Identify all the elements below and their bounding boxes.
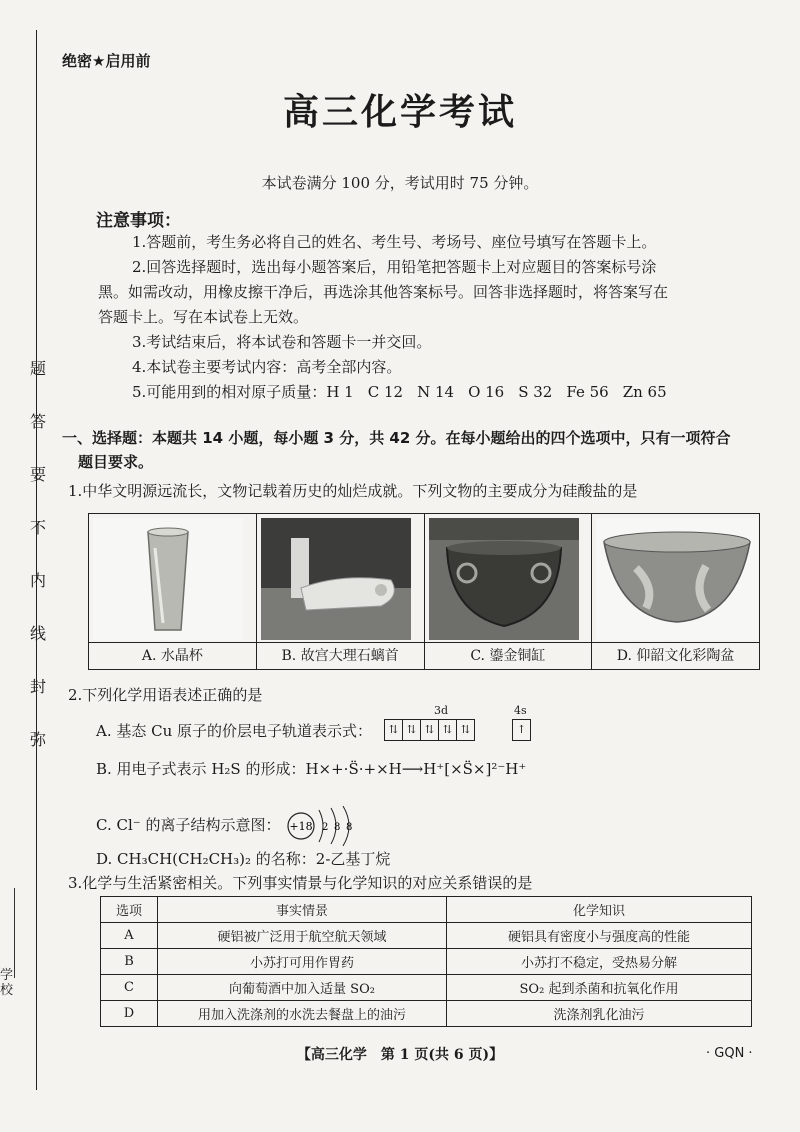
- table-cell: 洗涤剂乳化油污: [447, 1001, 752, 1027]
- option-c-cell: [425, 514, 593, 669]
- atomic-mass: O 16: [468, 383, 505, 401]
- paper-code: · GQN ·: [706, 1046, 753, 1061]
- question-2-stem: 2.下列化学用语表述正确的是: [68, 686, 263, 704]
- orbital-cell: ⇅: [403, 720, 421, 740]
- binding-char: 要: [29, 465, 46, 484]
- table-row: [101, 923, 752, 949]
- atomic-mass: N 14: [417, 383, 455, 401]
- note-line: 4.本试卷主要考试内容：高考全部内容。: [132, 358, 402, 376]
- section-line: 一、选择题：本题共 14 小题，每小题 3 分，共 42 分。在每小题给出的四个选项中，只有一项符合: [62, 429, 731, 447]
- question-2-option-b: B. 用电子式表示 H₂S 的形成：H×+·S̈·+×H⟶H⁺[×S̈×]²⁻H⁺: [96, 760, 527, 778]
- crystal-cup-image: [93, 518, 243, 640]
- note-line: 答题卡上。写在本试卷上无效。: [98, 308, 309, 326]
- orbital-cell: ⇅: [460, 723, 471, 736]
- question-1-image-table: [88, 513, 760, 670]
- binding-char: 封: [29, 677, 46, 696]
- question-2-option-a: A. 基态 Cu 原子的价层电子轨道表示式：: [96, 722, 373, 740]
- binding-char: 线: [29, 624, 46, 643]
- option-c-caption: C. 鎏金铜缸: [425, 642, 592, 669]
- orbital-cell: ⇅: [439, 720, 457, 740]
- binding-char: 内: [29, 571, 46, 590]
- binding-strip: [24, 356, 52, 780]
- exam-title: 高三化学考试: [282, 91, 517, 133]
- atomic-mass-prefix: 5.可能用到的相对原子质量：: [132, 383, 327, 401]
- shell-electrons: 2: [322, 822, 329, 833]
- section-heading: [62, 426, 762, 474]
- chloride-ion-diagram: [285, 806, 365, 846]
- table-cell: D: [101, 1001, 158, 1027]
- orbital-cell: ⇅: [385, 720, 403, 740]
- notes-list: [98, 230, 728, 405]
- note-line: 黑。如需改动，用橡皮擦干净后，再选涂其他答案标号。回答非选择题时，将答案写在: [98, 283, 669, 301]
- table-cell: 小苏打可用作胃药: [158, 949, 447, 975]
- question-1-stem: 1.中华文明源远流长，文物记载着历史的灿烂成就。下列文物的主要成分为硅酸盐的是: [68, 482, 638, 500]
- column-header: 化学知识: [447, 897, 752, 923]
- option-b-caption: B. 故宫大理石螭首: [257, 642, 424, 669]
- binding-char: 弥: [29, 730, 46, 749]
- painted-pottery-bowl-image: [596, 518, 758, 640]
- binding-char: 答: [29, 412, 46, 431]
- table-cell: 硬铝被广泛用于航空航天领域: [158, 923, 447, 949]
- atomic-mass: H 1: [326, 383, 354, 401]
- note-line: 1.答题前，考生务必将自己的姓名、考生号、考场号、座位号填写在答题卡上。: [132, 233, 657, 251]
- shell-electrons: 8: [334, 822, 341, 833]
- secret-mark: 绝密★启用前: [62, 52, 151, 70]
- binding-char: 不: [29, 518, 46, 537]
- note-line: 3.考试结束后，将本试卷和答题卡一并交回。: [132, 333, 432, 351]
- question-2-option-d: D. CH₃CH(CH₂CH₃)₂ 的名称：2-乙基丁烷: [96, 850, 391, 868]
- section-line: 题目要求。: [78, 453, 154, 471]
- gilded-bronze-vat-image: [429, 518, 579, 640]
- table-cell: C: [101, 975, 158, 1001]
- question-2-option-c: [96, 806, 365, 846]
- atomic-mass: Fe 56: [566, 383, 609, 401]
- orbital-cell: ⇅: [421, 720, 439, 740]
- notes-heading: 注意事项：: [96, 211, 181, 231]
- shell-electrons: 8: [346, 822, 353, 833]
- table-cell: A: [101, 923, 158, 949]
- option-d-cell: [592, 514, 759, 669]
- table-row: [101, 1001, 752, 1027]
- option-b-cell: [257, 514, 425, 669]
- column-header: 事实情景: [158, 897, 447, 923]
- table-header-row: [101, 897, 752, 923]
- option-a-caption: A. 水晶杯: [89, 642, 256, 669]
- column-header: 选项: [101, 897, 158, 923]
- atomic-mass: S 32: [518, 383, 553, 401]
- orbital-4s-label: 4s: [514, 704, 527, 717]
- orbital-4s-box: [512, 719, 531, 741]
- atomic-mass-line: [98, 380, 728, 405]
- school-underline: [14, 888, 15, 978]
- table-cell: 硬铝具有密度小与强度高的性能: [447, 923, 752, 949]
- table-cell: 小苏打不稳定，受热易分解: [447, 949, 752, 975]
- atomic-mass: Zn 65: [622, 383, 667, 401]
- orbital-cell: ↑: [516, 723, 527, 736]
- table-cell: 用加入洗涤剂的水洗去餐盘上的油污: [158, 1001, 447, 1027]
- option-c-text: C. Cl⁻ 的离子结构示意图：: [96, 816, 281, 834]
- table-row: [101, 949, 752, 975]
- exam-subtitle: 本试卷满分 100 分，考试用时 75 分钟。: [261, 174, 539, 192]
- orbital-3d-box: [384, 719, 475, 741]
- table-row: [101, 975, 752, 1001]
- binding-char: 题: [29, 359, 46, 378]
- option-a-cell: [89, 514, 257, 669]
- atomic-mass: C 12: [367, 383, 404, 401]
- table-cell: B: [101, 949, 158, 975]
- note-line: 2.回答选择题时，选出每小题答案后，用铅笔把答题卡上对应题目的答案标号涂: [132, 258, 657, 276]
- nucleus-charge: +18: [289, 820, 313, 833]
- question-3-table: [100, 896, 752, 1027]
- question-3-stem: 3.化学与生活紧密相关。下列事实情景与化学知识的对应关系错误的是: [68, 874, 533, 892]
- marble-chishou-image: [261, 518, 411, 640]
- page-footer: 【高三化学 第 1 页(共 6 页)】: [296, 1047, 504, 1063]
- school-label: 学校: [0, 968, 14, 998]
- orbital-3d-label: 3d: [434, 704, 449, 717]
- table-cell: SO₂ 起到杀菌和抗氧化作用: [447, 975, 752, 1001]
- table-cell: 向葡萄酒中加入适量 SO₂: [158, 975, 447, 1001]
- option-d-caption: D. 仰韶文化彩陶盆: [592, 642, 759, 669]
